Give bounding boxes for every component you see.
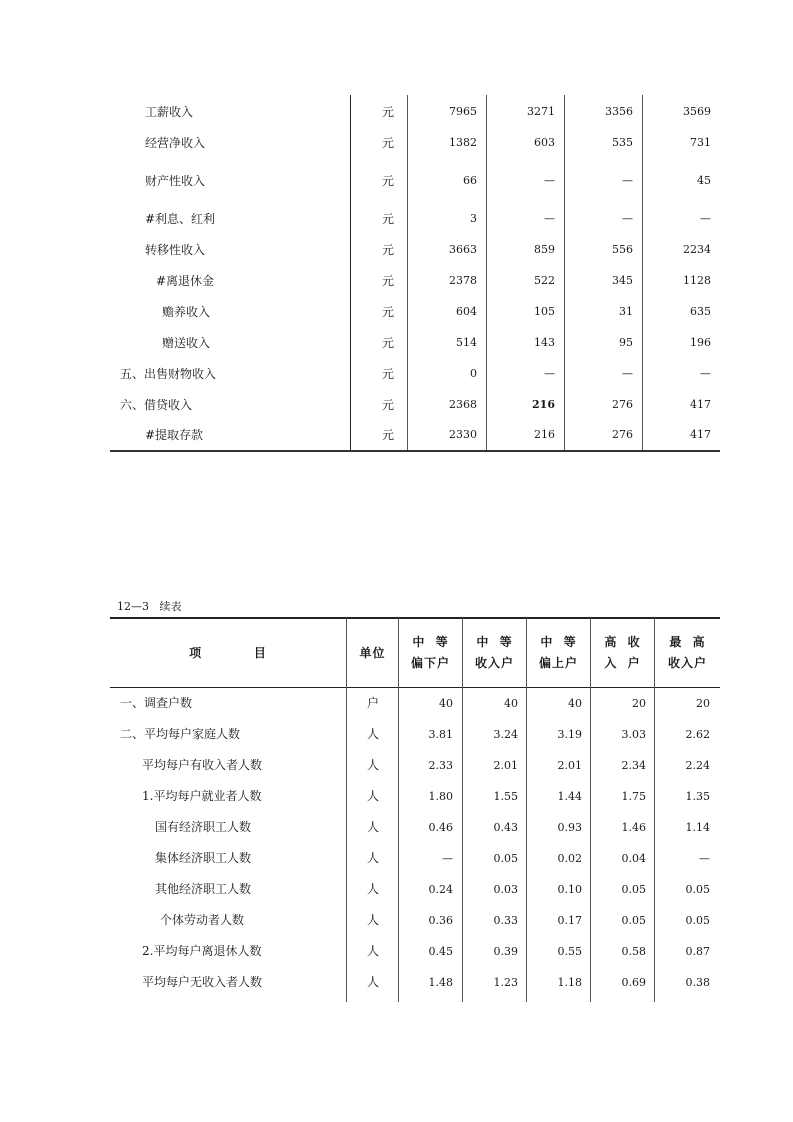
- table-row: [110, 128, 720, 158]
- cell-value: 0.17: [557, 914, 582, 927]
- cell-value: 40: [439, 697, 453, 710]
- cell-value: 3663: [449, 243, 477, 256]
- cell-value: 0.05: [493, 852, 518, 865]
- cell-value: 95: [619, 336, 633, 349]
- table-row: [110, 843, 720, 874]
- cell-value: 40: [504, 697, 518, 710]
- row-label: 五、出售财物收入: [120, 367, 217, 381]
- income-table-continued: [110, 95, 720, 452]
- header-line: 收入户: [474, 656, 514, 670]
- header-line: 中 等: [540, 635, 577, 649]
- cell-value: 0.55: [557, 945, 582, 958]
- cell-value: 66: [463, 174, 477, 187]
- header-col-highest: [655, 619, 720, 687]
- cell-value: 276: [612, 428, 633, 441]
- row-label: 六、借贷收入: [120, 398, 193, 412]
- cell-value: 3271: [527, 105, 555, 118]
- row-label: 个体劳动者人数: [160, 913, 245, 927]
- cell-value: 20: [696, 697, 710, 710]
- cell-value: 859: [534, 243, 555, 256]
- row-unit: 元: [381, 274, 394, 288]
- cell-value: —: [544, 367, 555, 380]
- cell-value: 417: [690, 398, 711, 411]
- row-unit: 人: [366, 851, 379, 865]
- cell-value: 45: [697, 174, 711, 187]
- cell-value: 2.01: [557, 759, 582, 772]
- row-unit: 人: [366, 820, 379, 834]
- cell-value: 1.18: [557, 976, 582, 989]
- cell-value: 1.44: [557, 790, 582, 803]
- table-row: [110, 967, 720, 998]
- cell-value: 2368: [449, 398, 477, 411]
- cell-value: —: [442, 852, 453, 865]
- table-row: [110, 266, 720, 296]
- row-label: 一、调查户数: [120, 696, 193, 710]
- cell-value: —: [700, 367, 711, 380]
- cell-value: 522: [534, 274, 555, 287]
- header-unit-label: 单位: [359, 645, 386, 660]
- cell-value: 0.04: [621, 852, 646, 865]
- cell-value: 417: [690, 428, 711, 441]
- row-label: 平均每户无收入者人数: [142, 975, 263, 989]
- cell-value: —: [622, 367, 633, 380]
- cell-value: 2.34: [621, 759, 646, 772]
- cell-value: 731: [690, 136, 711, 149]
- header-line: 入 户: [604, 656, 641, 670]
- table-row: [110, 719, 720, 750]
- header-item: [110, 619, 346, 687]
- cell-value: —: [544, 174, 555, 187]
- cell-value: 604: [456, 305, 477, 318]
- cell-value: 1.75: [621, 790, 646, 803]
- cell-value: 0: [470, 367, 477, 380]
- row-label: 2.平均每户离退休人数: [142, 944, 262, 958]
- header-col-high: [591, 619, 654, 687]
- household-table: [110, 617, 720, 1002]
- row-unit: 人: [366, 727, 379, 741]
- cell-value: 20: [632, 697, 646, 710]
- cell-value: 0.03: [493, 883, 518, 896]
- cell-value: 7965: [449, 105, 477, 118]
- cell-value: 1.46: [621, 821, 646, 834]
- header-item-label: 项 目: [189, 645, 267, 660]
- cell-value: 216: [532, 398, 555, 411]
- cell-value: 105: [534, 305, 555, 318]
- cell-value: 0.05: [685, 883, 710, 896]
- header-line: 中 等: [476, 635, 513, 649]
- table-row: [110, 97, 720, 127]
- table-row: [110, 297, 720, 327]
- cell-value: 196: [690, 336, 711, 349]
- cell-value: 2.62: [685, 728, 710, 741]
- row-unit: 人: [366, 944, 379, 958]
- table-row: [110, 812, 720, 843]
- cell-value: 1.48: [428, 976, 453, 989]
- header-col-upper-middle: [527, 619, 590, 687]
- cell-value: 1.35: [685, 790, 710, 803]
- cell-value: 2.33: [428, 759, 453, 772]
- row-label: #提取存款: [145, 428, 204, 442]
- table-row: [110, 359, 720, 389]
- cell-value: 276: [612, 398, 633, 411]
- cell-value: 3.03: [621, 728, 646, 741]
- row-label: #利息、红利: [145, 212, 216, 226]
- cell-value: 1.23: [493, 976, 518, 989]
- cell-value: 0.33: [493, 914, 518, 927]
- row-unit: 人: [366, 975, 379, 989]
- cell-value: 0.43: [493, 821, 518, 834]
- row-label: 其他经济职工人数: [155, 882, 252, 896]
- row-unit: 元: [381, 367, 394, 381]
- cell-value: 0.36: [428, 914, 453, 927]
- header-line: 偏上户: [538, 656, 578, 670]
- cell-value: 0.58: [621, 945, 646, 958]
- cell-value: 3356: [605, 105, 633, 118]
- cell-value: —: [544, 212, 555, 225]
- header-line: 收入户: [667, 656, 707, 670]
- table-row: [110, 750, 720, 781]
- cell-value: —: [622, 174, 633, 187]
- table-row: [110, 874, 720, 905]
- cell-value: 603: [534, 136, 555, 149]
- table-row: [110, 905, 720, 936]
- cell-value: 0.69: [621, 976, 646, 989]
- cell-value: 0.45: [428, 945, 453, 958]
- cell-value: 2.01: [493, 759, 518, 772]
- cell-value: 0.39: [493, 945, 518, 958]
- row-unit: 人: [366, 758, 379, 772]
- row-unit: 元: [381, 398, 394, 412]
- row-unit: 元: [381, 212, 394, 226]
- table-row: [110, 781, 720, 812]
- row-label: 集体经济职工人数: [155, 851, 252, 865]
- row-label: 赠送收入: [162, 336, 211, 350]
- cell-value: 345: [612, 274, 633, 287]
- row-label: 1.平均每户就业者人数: [142, 789, 262, 803]
- cell-value: 0.10: [557, 883, 582, 896]
- cell-value: —: [700, 212, 711, 225]
- cell-value: 1.80: [428, 790, 453, 803]
- cell-value: 535: [612, 136, 633, 149]
- cell-value: 3: [470, 212, 477, 225]
- cell-value: 0.87: [685, 945, 710, 958]
- cell-value: 0.02: [557, 852, 582, 865]
- row-unit: 元: [381, 305, 394, 319]
- table-row: [110, 420, 720, 450]
- cell-value: 1382: [449, 136, 477, 149]
- cell-value: 2234: [683, 243, 711, 256]
- row-unit: 人: [366, 882, 379, 896]
- header-col-lower-middle: [399, 619, 462, 687]
- cell-value: 3.19: [557, 728, 582, 741]
- table-caption: 12—3 续表: [117, 600, 182, 613]
- cell-value: 3.81: [428, 728, 453, 741]
- cell-value: 1.55: [493, 790, 518, 803]
- cell-value: 40: [568, 697, 582, 710]
- table-row: [110, 235, 720, 265]
- row-unit: 人: [366, 789, 379, 803]
- cell-value: 556: [612, 243, 633, 256]
- cell-value: 216: [534, 428, 555, 441]
- header-line: 高 收: [604, 635, 641, 649]
- row-unit: 元: [381, 336, 394, 350]
- cell-value: 1.14: [685, 821, 710, 834]
- cell-value: 0.24: [428, 883, 453, 896]
- row-label: #离退休金: [156, 274, 215, 288]
- row-label: 转移性收入: [145, 243, 206, 257]
- cell-value: 514: [456, 336, 477, 349]
- row-label: 平均每户有收入者人数: [142, 758, 263, 772]
- row-unit: 人: [366, 913, 379, 927]
- cell-value: 1128: [683, 274, 711, 287]
- header-col-middle: [463, 619, 526, 687]
- cell-value: 0.93: [557, 821, 582, 834]
- row-label: 国有经济职工人数: [155, 820, 252, 834]
- cell-value: 2378: [449, 274, 477, 287]
- cell-value: 2330: [449, 428, 477, 441]
- row-label: 赡养收入: [162, 305, 211, 319]
- row-label: 财产性收入: [145, 174, 206, 188]
- cell-value: 0.05: [621, 914, 646, 927]
- cell-value: 3.24: [493, 728, 518, 741]
- cell-value: 635: [690, 305, 711, 318]
- cell-value: 0.05: [621, 883, 646, 896]
- table-row: [110, 328, 720, 358]
- row-label: 工薪收入: [145, 105, 194, 119]
- row-unit: 元: [381, 174, 394, 188]
- table-row: [110, 688, 720, 719]
- row-unit: 户: [366, 696, 379, 710]
- cell-value: 3569: [683, 105, 711, 118]
- cell-value: 31: [619, 305, 633, 318]
- row-unit: 元: [381, 428, 394, 442]
- header-line: 偏下户: [410, 656, 450, 670]
- table-row: [110, 936, 720, 967]
- table-bottom-rule: [110, 450, 720, 452]
- table-row: [110, 204, 720, 234]
- row-label: 经营净收入: [145, 136, 206, 150]
- cell-value: 0.05: [685, 914, 710, 927]
- cell-value: 143: [534, 336, 555, 349]
- cell-value: —: [622, 212, 633, 225]
- cell-value: 2.24: [685, 759, 710, 772]
- table-row: [110, 390, 720, 420]
- header-line: 中 等: [412, 635, 449, 649]
- cell-value: 0.38: [685, 976, 710, 989]
- table-row: [110, 166, 720, 196]
- cell-value: —: [699, 852, 710, 865]
- row-unit: 元: [381, 136, 394, 150]
- row-unit: 元: [381, 243, 394, 257]
- row-label: 二、平均每户家庭人数: [120, 727, 241, 741]
- header-line: 最 高: [669, 635, 706, 649]
- header-unit: [347, 619, 398, 687]
- cell-value: 0.46: [428, 821, 453, 834]
- row-unit: 元: [381, 105, 394, 119]
